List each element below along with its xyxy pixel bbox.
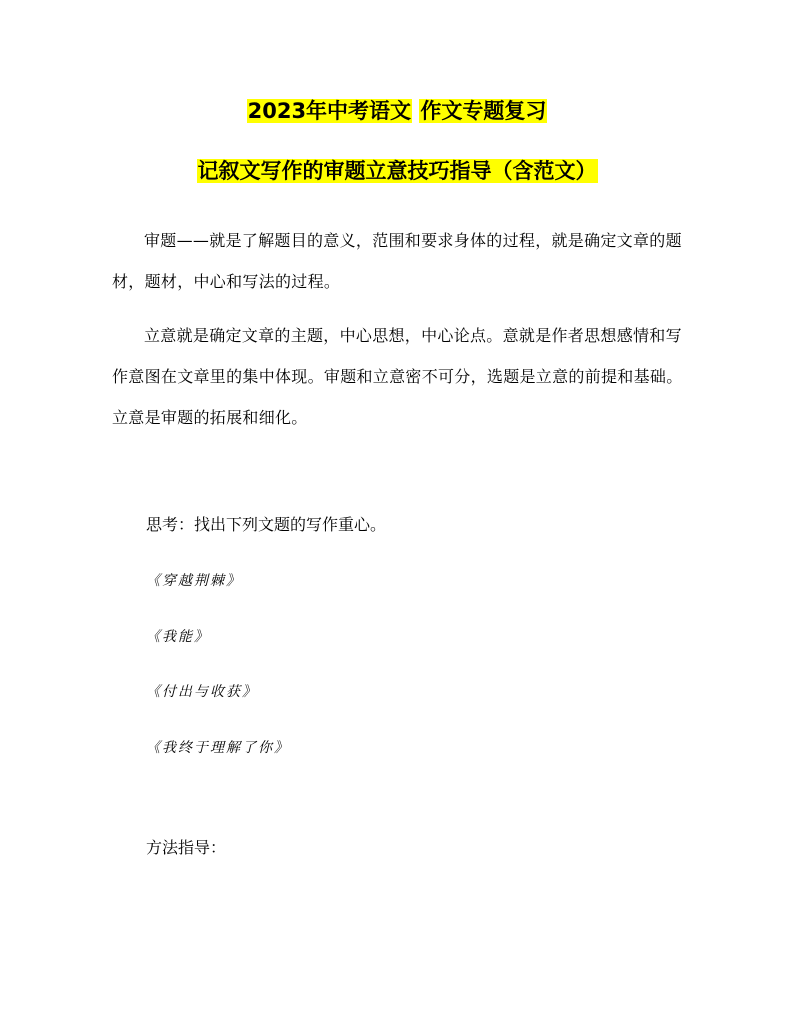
paragraph-shenti: 审题——就是了解题目的意义，范围和要求身体的过程，就是确定文章的题材，题材，中心和写法的过程。 [112, 231, 682, 291]
essay-title-item: 《我终于理解了你》 [146, 740, 290, 756]
essay-title-item: 《我能》 [146, 629, 210, 645]
essay-title-item: 《穿越荆棘》 [146, 573, 242, 589]
title-highlight-part2: 作文专题复习 [420, 99, 547, 123]
document-title-line2 [0, 156, 794, 186]
method-label: 方法指导： [146, 838, 227, 857]
essay-title-item: 《付出与收获》 [146, 684, 258, 700]
think-prompt: 思考：找出下列文题的写作重心。 [146, 515, 387, 534]
paragraph-liyi: 立意就是确定文章的主题，中心思想，中心论点。意就是作者思想感情和写作意图在文章里的集中体现。审题和立意密不可分，选题是立意的前提和基础。立意是审题的拓展和细化。 [112, 326, 683, 427]
document-title-line1 [0, 96, 794, 126]
title-highlight-line2: 记叙文写作的审题立意技巧指导（含范文） [197, 159, 597, 183]
title-highlight-part1: 2023年中考语文 [247, 99, 412, 123]
